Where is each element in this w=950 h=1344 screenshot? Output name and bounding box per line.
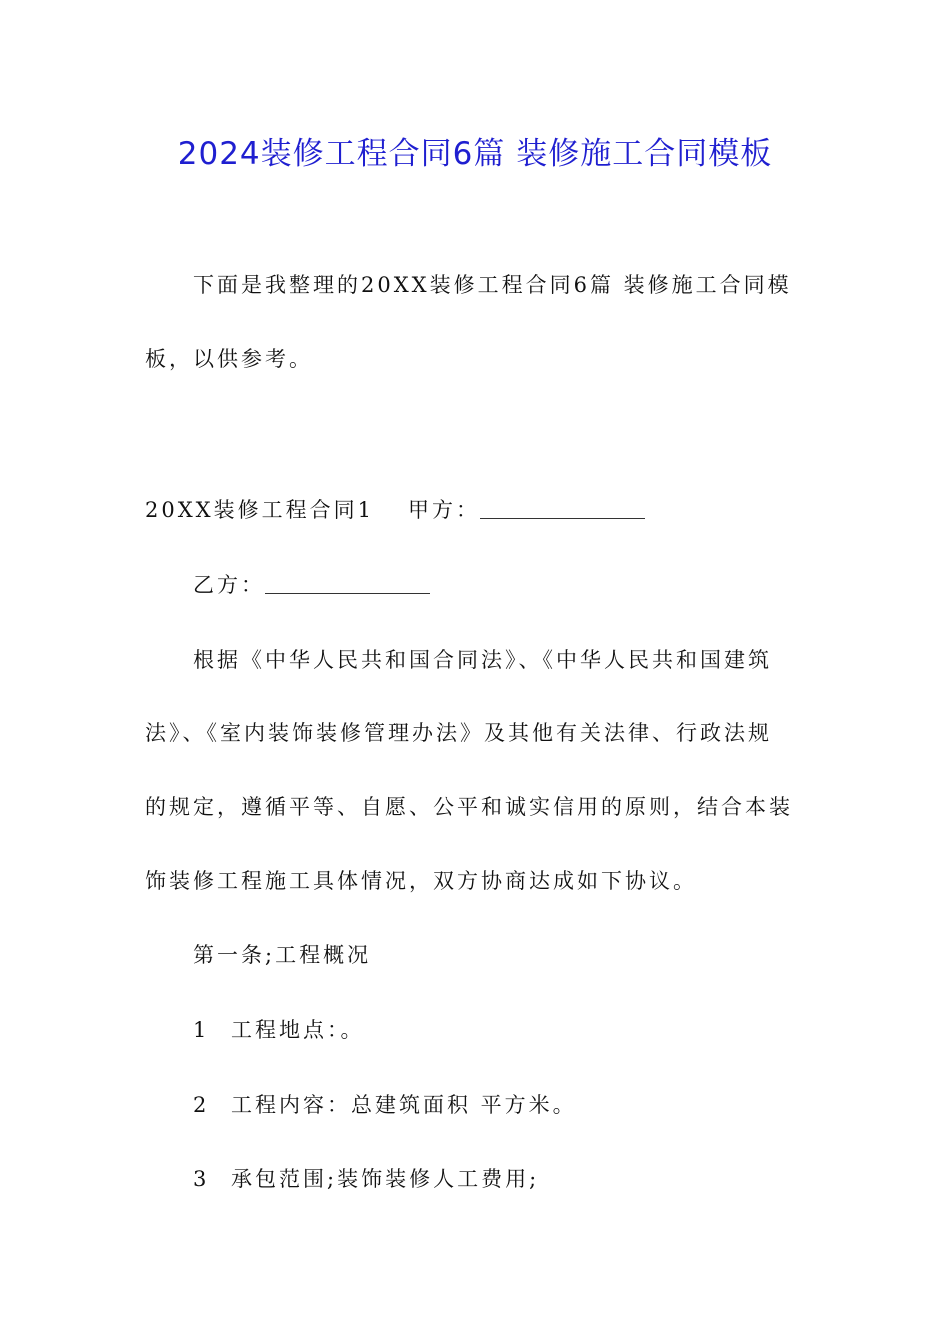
list-item: [145, 1015, 858, 1045]
list-item-number: 1: [193, 1018, 207, 1042]
intro-line-1: 下面是我整理的20XX装修工程合同6篇 装修施工合同模: [193, 273, 792, 297]
preamble-line-1: 根据《中华人民共和国合同法》、《中华人民共和国建筑: [193, 648, 772, 672]
contract-heading: 20XX装修工程合同1: [145, 498, 374, 522]
party-a-label: 甲方：: [407, 498, 480, 522]
party-b-row: [145, 570, 858, 600]
list-item-text: 工程地点：。: [231, 1018, 365, 1042]
list-item: [145, 1164, 858, 1194]
article-1-title: 第一条;工程概况: [193, 943, 372, 967]
list-item-number: 2: [193, 1093, 207, 1117]
party-b-blank: [265, 573, 430, 594]
list-item-text: 工程内容：总建筑面积 平方米。: [231, 1093, 577, 1117]
party-b-label: 乙方：: [193, 573, 265, 597]
party-a-blank: [480, 498, 645, 519]
preamble-line-2: 法》、《室内装饰装修管理办法》及其他有关法律、行政法规: [145, 721, 772, 745]
preamble-line-4: 饰装修工程施工具体情况，双方协商达成如下协议。: [145, 869, 697, 893]
preamble-line-3: 的规定，遵循平等、自愿、公平和诚实信用的原则，结合本装: [145, 795, 793, 819]
contract-heading-row: [145, 495, 810, 525]
list-item: [145, 1090, 858, 1120]
intro-line-2: 板，以供参考。: [145, 347, 313, 371]
document-title: 2024装修工程合同6篇 装修施工合同模板: [177, 136, 773, 172]
list-item-text: 承包范围;装饰装修人工费用;: [231, 1167, 540, 1191]
list-item-number: 3: [193, 1167, 207, 1191]
